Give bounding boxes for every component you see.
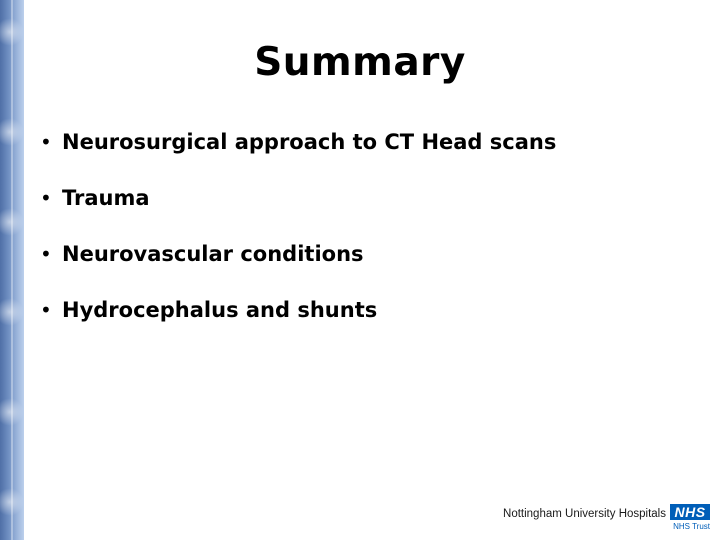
bullet-marker: • (40, 298, 52, 322)
side-bar-streak (0, 118, 24, 146)
organization-name: Nottingham University Hospitals (503, 508, 666, 520)
bullet-item (40, 242, 556, 298)
bullet-marker: • (40, 242, 52, 266)
bullet-list (40, 130, 556, 354)
bullet-marker: • (40, 130, 52, 154)
bullet-item (40, 130, 556, 186)
side-bar-streak (0, 18, 24, 46)
decorative-side-bar (0, 0, 24, 540)
bullet-item (40, 298, 556, 354)
bullet-text: Neurosurgical approach to CT Head scans (62, 130, 557, 154)
bullet-text: Trauma (62, 186, 150, 210)
bullet-text: Neurovascular conditions (62, 242, 364, 266)
side-bar-streak (0, 488, 24, 516)
slide-title: Summary (254, 40, 466, 85)
side-bar-streak (0, 208, 24, 236)
bullet-item (40, 186, 556, 242)
side-bar-line (11, 0, 13, 540)
organization-subtitle: NHS Trust (673, 522, 710, 531)
bullet-text: Hydrocephalus and shunts (62, 298, 378, 322)
side-bar-streak (0, 398, 24, 426)
side-bar-streak (0, 298, 24, 326)
bullet-marker: • (40, 186, 52, 210)
nhs-logo: NHS (670, 504, 710, 520)
footer-branding (490, 504, 710, 534)
